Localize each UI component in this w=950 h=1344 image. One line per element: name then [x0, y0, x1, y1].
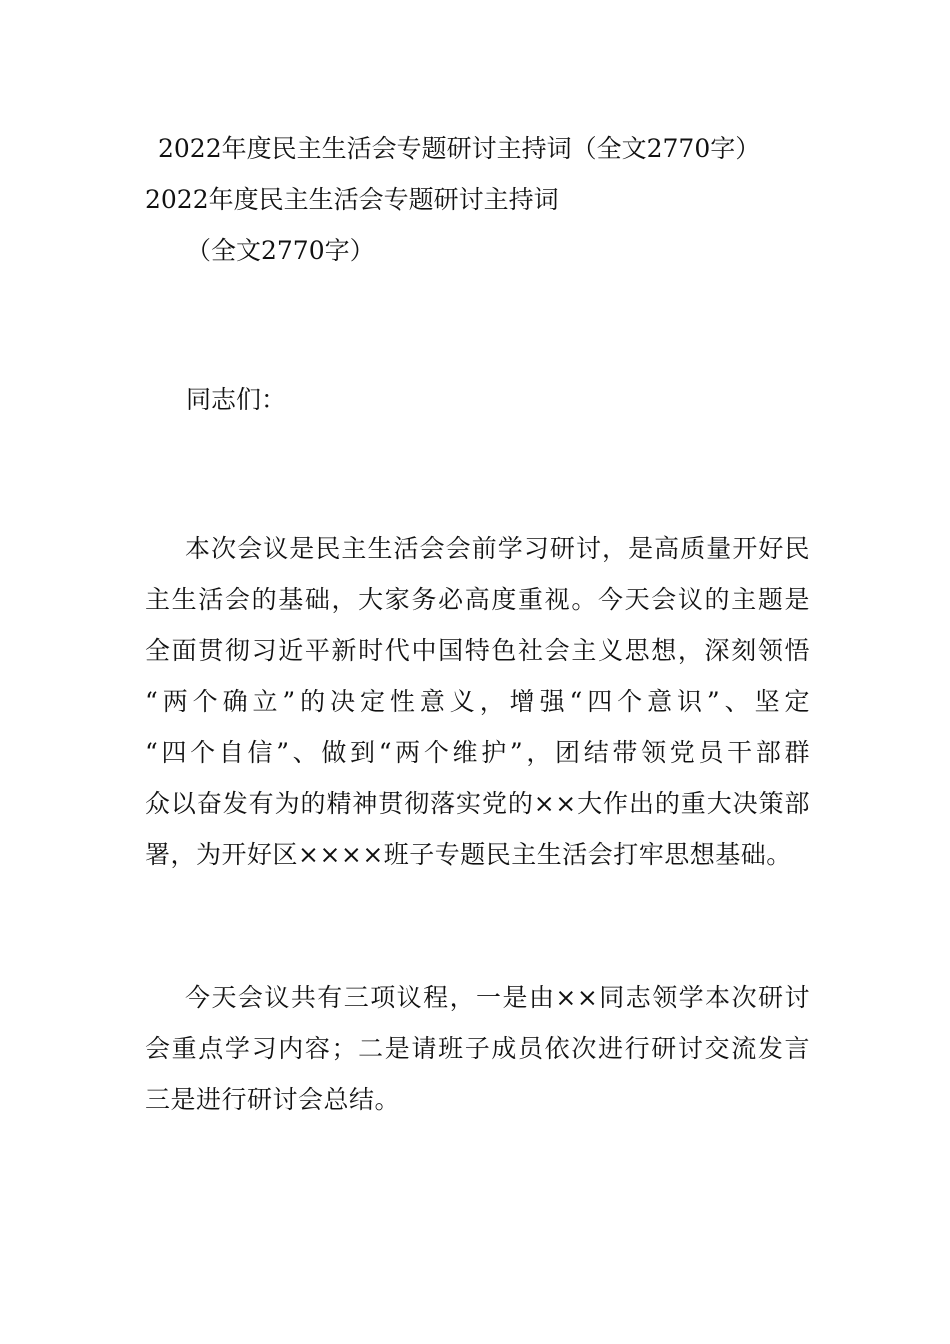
paragraph-line: 会重点学习内容；二是请班子成员依次进行研讨交流发言 — [145, 1034, 810, 1063]
paragraph-line: 三是进行研讨会总结。 — [145, 1085, 401, 1114]
greeting: 同志们： — [186, 385, 287, 414]
paragraph-line: “两个确立”的决定性意义，增强“四个意识”、坚定 — [145, 687, 810, 716]
document-subheading: （全文2770字） — [186, 236, 375, 265]
paragraph-agenda — [145, 972, 810, 1125]
paragraph-line: 署，为开好区××××班子专题民主生活会打牢思想基础。 — [145, 840, 792, 869]
paragraph-line: 今天会议共有三项议程，一是由××同志领学本次研讨 — [185, 983, 810, 1012]
paragraph-line: “四个自信”、做到“两个维护”，团结带领党员干部群 — [145, 738, 810, 767]
paragraph-line: 主生活会的基础，大家务必高度重视。今天会议的主题是 — [145, 585, 810, 614]
paragraph-line: 全面贯彻习近平新时代中国特色社会主义思想，深刻领悟 — [145, 636, 810, 665]
paragraph-opening — [145, 523, 810, 880]
document-heading: 2022年度民主生活会专题研讨主持词 — [145, 185, 559, 214]
paragraph-line: 本次会议是民主生活会会前学习研讨，是高质量开好民 — [185, 534, 810, 563]
paragraph-line: 众以奋发有为的精神贯彻落实党的××大作出的重大决策部 — [145, 789, 810, 818]
document-title: 2022年度民主生活会专题研讨主持词（全文2770字） — [158, 134, 761, 163]
